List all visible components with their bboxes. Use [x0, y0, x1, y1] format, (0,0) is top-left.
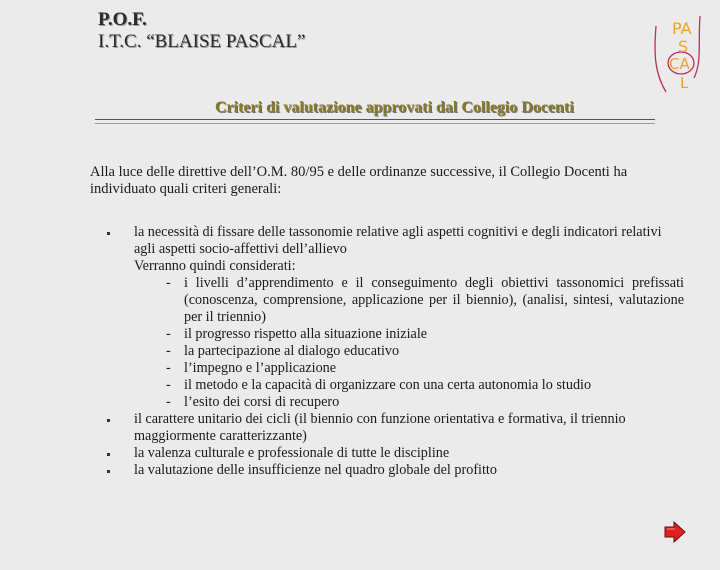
list-item [106, 411, 684, 445]
sub-item-text: l’esito dei corsi di recupero [184, 394, 340, 410]
subtitle-divider [95, 119, 655, 120]
logo-letters-ca: CA [669, 55, 690, 73]
header-title-school: I.T.C. “BLAISE PASCAL” [98, 31, 306, 52]
logo-letters-pa: PA [672, 19, 692, 38]
school-logo-icon [652, 12, 706, 94]
sub-list-item [166, 275, 684, 326]
dash-icon: - [166, 360, 171, 376]
dash-icon: - [166, 377, 171, 393]
sub-list-item [166, 343, 684, 360]
header-title-pof: P.O.F. [98, 9, 147, 30]
logo-letter-s: S [678, 37, 689, 56]
sub-item-text: il progresso rispetto alla situazione iniziale [184, 326, 428, 342]
next-arrow-icon[interactable] [664, 521, 686, 543]
sub-item-text: la partecipazione al dialogo educativo [184, 343, 400, 359]
sub-criteria-list [106, 275, 684, 411]
sub-list-item [166, 377, 684, 394]
intro-paragraph: Alla luce delle direttive dell’O.M. 80/95 e delle ordinanze successive, il Collegio Docenti ha individuato quali criteri generali: [90, 164, 628, 197]
list-item-text: la necessità di fissare delle tassonomie relative agli aspetti cognitivi e degli indicatori relativi agli aspetti socio-affettivi dell’allievo [134, 224, 662, 257]
list-item-text: la valenza culturale e professionale di tutte le discipline [134, 445, 450, 461]
logo-letter-l: L [680, 74, 689, 92]
sub-item-text: l’impegno e l’applicazione [184, 360, 337, 376]
dash-icon: - [166, 394, 171, 410]
sub-item-text: i livelli d’apprendimento e il conseguimento degli obiettivi tassonomici prefissati (conoscenza, comprensione, applicazione per il biennio), (analisi, sintesi, valutazione per il triennio) [184, 275, 684, 325]
list-item-text: il carattere unitario dei cicli (il biennio con funzione orientativa e formativa, il triennio maggiormente caratterizzante) [134, 411, 626, 444]
sub-list-item [166, 394, 684, 411]
dash-icon: - [166, 326, 171, 342]
list-item [106, 224, 684, 258]
dash-icon: - [166, 275, 171, 291]
criteria-list [106, 224, 684, 479]
subtitle-divider-shadow [95, 123, 655, 124]
section-subtitle: Criteri di valutazione approvati dal Collegio Docenti [215, 99, 574, 116]
list-item [106, 462, 684, 479]
sub-list-item [166, 326, 684, 343]
page-header [98, 9, 305, 53]
list-item-text: la valutazione delle insufficienze nel quadro globale del profitto [134, 462, 497, 478]
list-item [106, 445, 684, 462]
sub-list-intro: Verranno quindi considerati: [134, 258, 296, 274]
sub-list-item [166, 360, 684, 377]
dash-icon: - [166, 343, 171, 359]
sub-item-text: il metodo e la capacità di organizzare con una certa autonomia lo studio [184, 377, 592, 393]
